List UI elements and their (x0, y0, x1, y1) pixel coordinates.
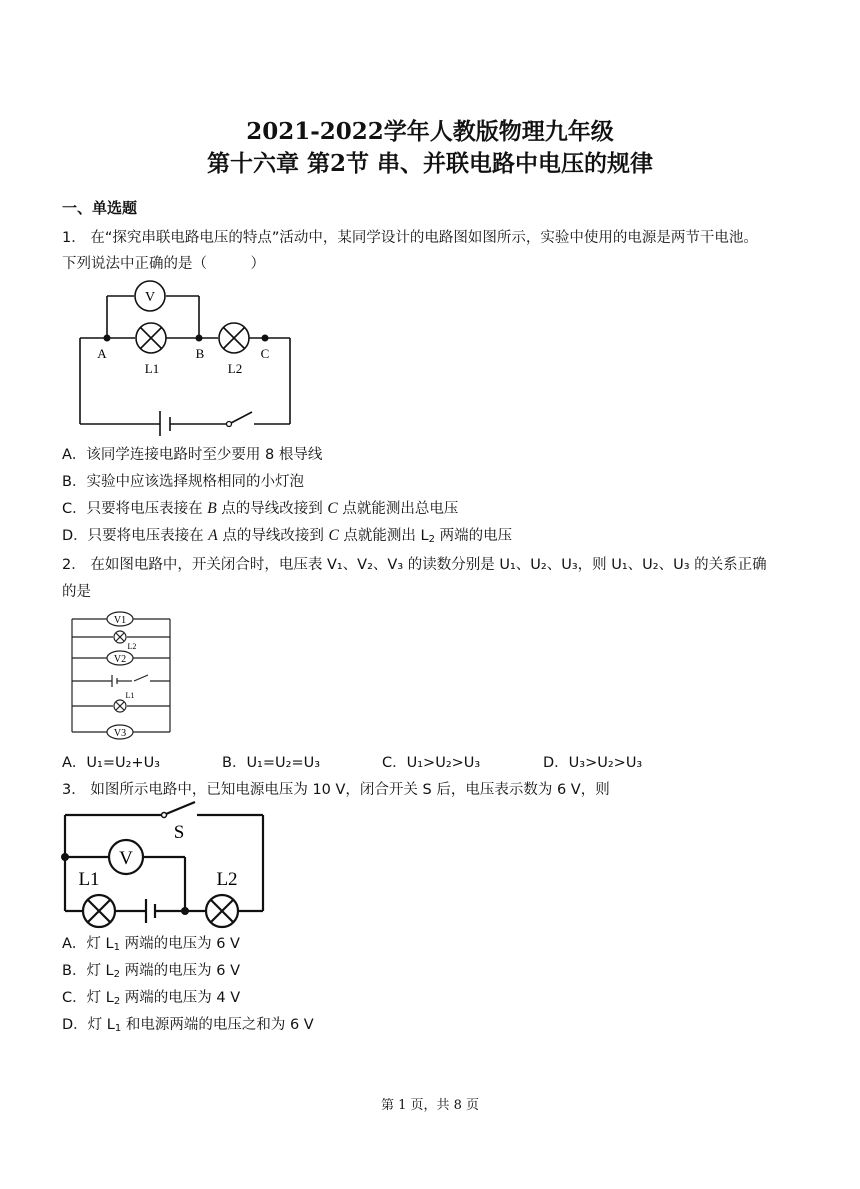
question-3-option-a: A．灯 $L_1$ 两端的电压为 6 V (62, 936, 240, 953)
question-1-option-b: B．实验中应该选择规格相同的小灯泡 (62, 474, 304, 490)
question-3-option-b: B．灯 $L_2$ 两端的电压为 6 V (62, 963, 240, 980)
question-1-option-d: D．只要将电压表接在 A 点的导线改接到 C 点就能测出 $L_2$ 两端的电压 (62, 527, 513, 545)
document-subtitle: 第十六章 第2节 串、并联电路中电压的规律 (206, 150, 654, 177)
question-3-circuit-diagram (55, 800, 270, 930)
voltmeter-label: V (119, 848, 133, 869)
page-footer: 第 1 页，共 8 页 (380, 1098, 480, 1113)
lamp-l2-label: L2 (127, 642, 137, 651)
lamp-l2-label: L2 (216, 869, 238, 890)
voltmeter-v3-label: V3 (113, 728, 127, 739)
question-2-stem-line2: 的是 (62, 584, 91, 600)
question-2-stem-line1: 2． 在如图电路中，开关闭合时，电压表 V₁、V₂、V₃ 的读数分别是 U₁、U₂、U₃，则 U₁、U₂、U₃ 的关系正确 (62, 557, 767, 573)
lamp-l2-label: L2 (227, 361, 243, 376)
voltmeter-v2-label: V2 (113, 654, 127, 665)
lamp-l1-label: L1 (125, 691, 135, 700)
voltmeter-label: V (144, 290, 156, 305)
question-1-stem-line1: 1． 在“探究串联电路电压的特点”活动中，某同学设计的电路图如图所示，实验中使用的电源是两节干电池。 (62, 230, 758, 246)
section-title: 一、单选题 (62, 199, 138, 217)
question-2-circuit-diagram (62, 603, 182, 743)
point-c-label: C (260, 346, 270, 361)
question-2-option-a: A．U₁=U₂+U₃ (62, 755, 160, 771)
point-a-label: A (97, 346, 107, 361)
question-2-option-b: B．U₁=U₂=U₃ (222, 755, 321, 771)
question-3-stem: 3． 如图所示电路中，已知电源电压为 10 V，闭合开关 S 后，电压表示数为 6 V，则 (62, 782, 610, 798)
question-1-option-a: A．该同学连接电路时至少要用 8 根导线 (62, 447, 323, 463)
question-1-option-c: C．只要将电压表接在 B 点的导线改接到 C 点就能测出总电压 (62, 500, 459, 517)
lamp-l1-label: L1 (144, 361, 160, 376)
question-1-circuit-diagram (72, 276, 302, 436)
document-title: 2021-2022学年人教版物理九年级 (246, 118, 614, 145)
lamp-l1-label: L1 (78, 869, 100, 890)
voltmeter-v1-label: V1 (113, 615, 127, 626)
question-1-stem-line2: 下列说法中正确的是（ ） (62, 256, 265, 272)
question-2-option-d: D．U₃>U₂>U₃ (543, 755, 643, 771)
question-2-option-c: C．U₁>U₂>U₃ (382, 755, 481, 771)
point-b-label: B (195, 346, 205, 361)
switch-s-label: S (173, 822, 185, 843)
question-3-option-c: C．灯 $L_2$ 两端的电压为 4 V (62, 990, 241, 1007)
question-3-option-d: D．灯 $L_1$ 和电源两端的电压之和为 6 V (62, 1017, 314, 1034)
